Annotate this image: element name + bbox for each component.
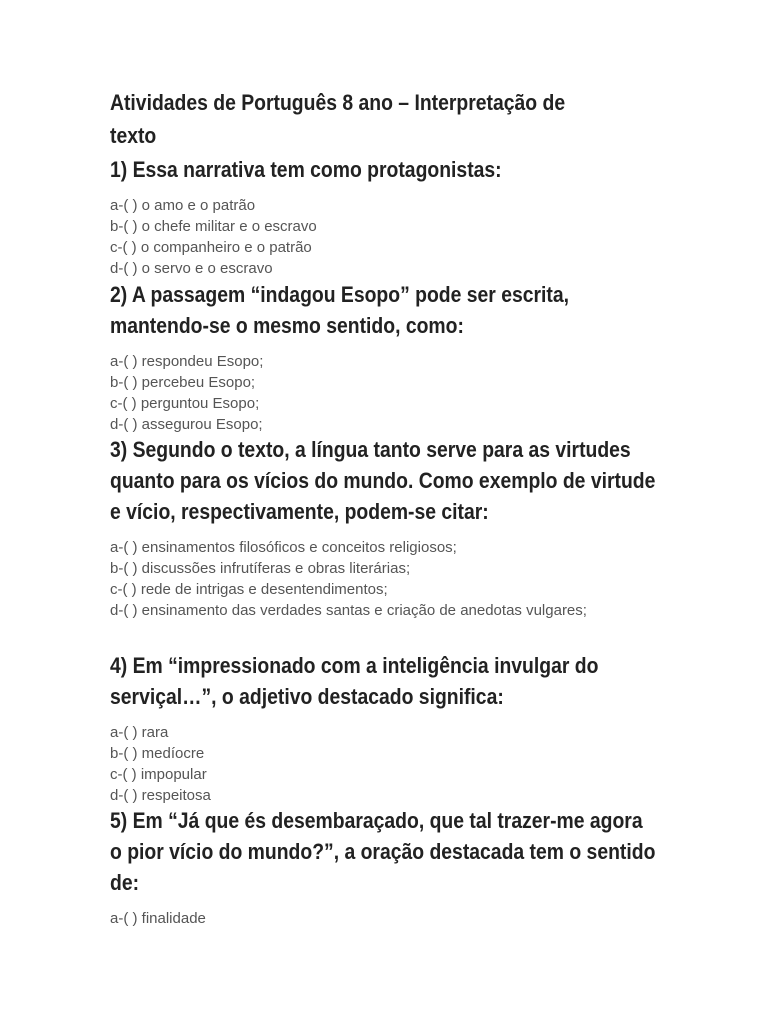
option-a: a-( ) respondeu Esopo; <box>110 353 264 370</box>
option-a: a-( ) rara <box>110 724 169 741</box>
question-text: 2) A passagem “indagou Esopo” pode ser escrita, mantendo-se o mesmo sentido, como: <box>110 282 570 338</box>
option-c: c-( ) impopular <box>110 766 207 783</box>
option-a: a-( ) o amo e o patrão <box>110 197 256 214</box>
option-b: b-( ) o chefe militar e o escravo <box>110 218 317 235</box>
question-3 <box>110 434 730 621</box>
option-list <box>110 195 730 279</box>
option-list <box>110 908 730 929</box>
option-c: c-( ) rede de intrigas e desentendimentos; <box>110 581 388 598</box>
question-1 <box>110 154 730 279</box>
option-list <box>110 722 730 806</box>
option-d: d-( ) assegurou Esopo; <box>110 416 263 433</box>
question-text: 5) Em “Já que és desembaraçado, que tal trazer-me agora o pior vício do mundo?”, a oração destacada tem o sentido de: <box>110 808 656 895</box>
question-2 <box>110 279 730 435</box>
option-b: b-( ) percebeu Esopo; <box>110 374 256 391</box>
question-5 <box>110 805 730 929</box>
option-list <box>110 537 730 621</box>
option-d: d-( ) respeitosa <box>110 787 211 804</box>
question-text: 4) Em “impressionado com a inteligência invulgar do serviçal…”, o adjetivo destacado significa: <box>110 653 599 709</box>
question-4 <box>110 650 730 806</box>
option-list <box>110 351 730 435</box>
question-text: 1) Essa narrativa tem como protagonistas: <box>110 157 502 182</box>
option-b: b-( ) discussões infrutíferas e obras literárias; <box>110 560 411 577</box>
option-b: b-( ) medíocre <box>110 745 205 762</box>
option-d: d-( ) o servo e o escravo <box>110 260 273 277</box>
document-title: Atividades de Português 8 ano – Interpretação de texto <box>110 90 566 148</box>
option-c: c-( ) perguntou Esopo; <box>110 395 260 412</box>
option-a: a-( ) ensinamentos filosóficos e conceitos religiosos; <box>110 539 457 556</box>
option-c: c-( ) o companheiro e o patrão <box>110 239 312 256</box>
question-text: 3) Segundo o texto, a língua tanto serve para as virtudes quanto para os vícios do mundo. Como exemplo de virtude e vício, respectivamente, podem-se citar: <box>110 437 656 524</box>
option-a: a-( ) finalidade <box>110 910 206 927</box>
option-d: d-( ) ensinamento das verdades santas e criação de anedotas vulgares; <box>110 602 587 619</box>
